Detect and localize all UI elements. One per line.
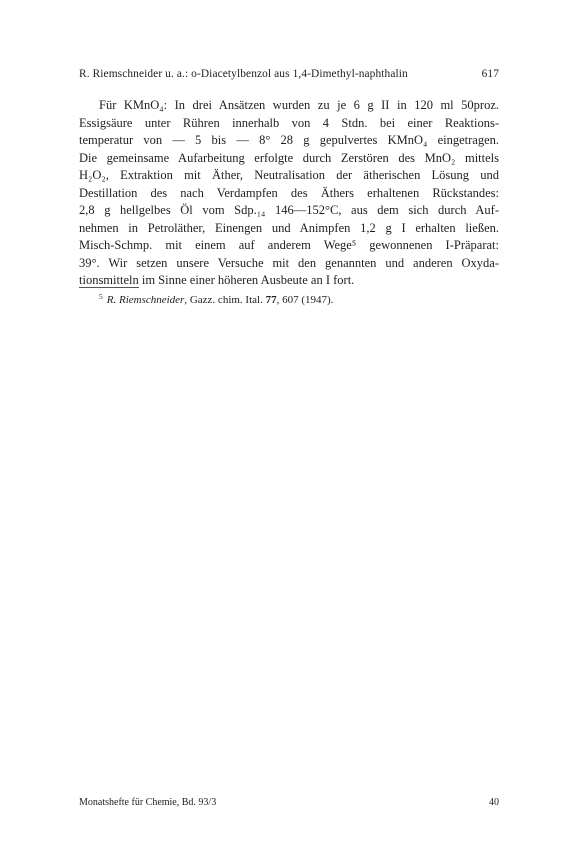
footnote-mark: 5 bbox=[99, 292, 103, 301]
running-head bbox=[79, 68, 499, 80]
footer-signature: 40 bbox=[489, 797, 499, 808]
footnote-author: R. Riemschneider bbox=[106, 294, 185, 306]
footnote-divider bbox=[79, 287, 139, 288]
body-paragraph bbox=[79, 97, 499, 290]
body-line: Die gemeinsame Aufarbeitung erfolgte durch Zerstören des MnO₂ mittels bbox=[79, 150, 499, 165]
body-line: tionsmitteln im Sinne einer höheren Ausbeute an I fort. bbox=[79, 273, 355, 287]
page-footer bbox=[79, 797, 499, 808]
body-line: 39°. Wir setzen unsere Versuche mit den genannten und anderen Oxyda- bbox=[79, 255, 499, 270]
footnote-volume: 77 bbox=[265, 294, 277, 306]
page-number: 617 bbox=[481, 68, 499, 80]
body-line: 2,8 g hellgelbes Öl vom Sdp.₁₄ 146—152°C, aus dem sich durch Auf- bbox=[79, 203, 499, 217]
footnote-journal: , Gazz. chim. Ital. bbox=[184, 294, 266, 306]
body-line: temperatur von — 5 bis — 8° 28 g gepulvertes KMnO₄ eingetragen. bbox=[79, 133, 499, 147]
body-line: nehmen in Petroläther, Einengen und Animpfen 1,2 g I erhalten ließen. bbox=[79, 220, 499, 235]
body-line: Für KMnO₄: In drei Ansätzen wurden zu je 6 g II in 120 ml 50proz. bbox=[99, 98, 499, 112]
footer-journal: Monatshefte für Chemie, Bd. 93/3 bbox=[79, 797, 217, 808]
body-line: Essigsäure unter Rühren innerhalb von 4 Stdn. bei einer Reaktions- bbox=[79, 115, 499, 130]
body-line: H₂O₂, Extraktion mit Äther, Neutralisation der ätherischen Lösung und bbox=[79, 168, 499, 182]
body-line: Destillation des nach Verdampfen des Äthers erhaltenen Rückstandes: bbox=[79, 185, 499, 200]
footnote-rest: , 607 (1947). bbox=[276, 294, 334, 306]
running-head-title: R. Riemschneider u. a.: o-Diacetylbenzol aus 1,4-Dimethyl-naphthalin bbox=[79, 68, 408, 80]
body-line: Misch-Schmp. mit einem auf anderem Wege⁵ gewonnenen I-Präparat: bbox=[79, 238, 499, 252]
footnote bbox=[99, 292, 333, 306]
